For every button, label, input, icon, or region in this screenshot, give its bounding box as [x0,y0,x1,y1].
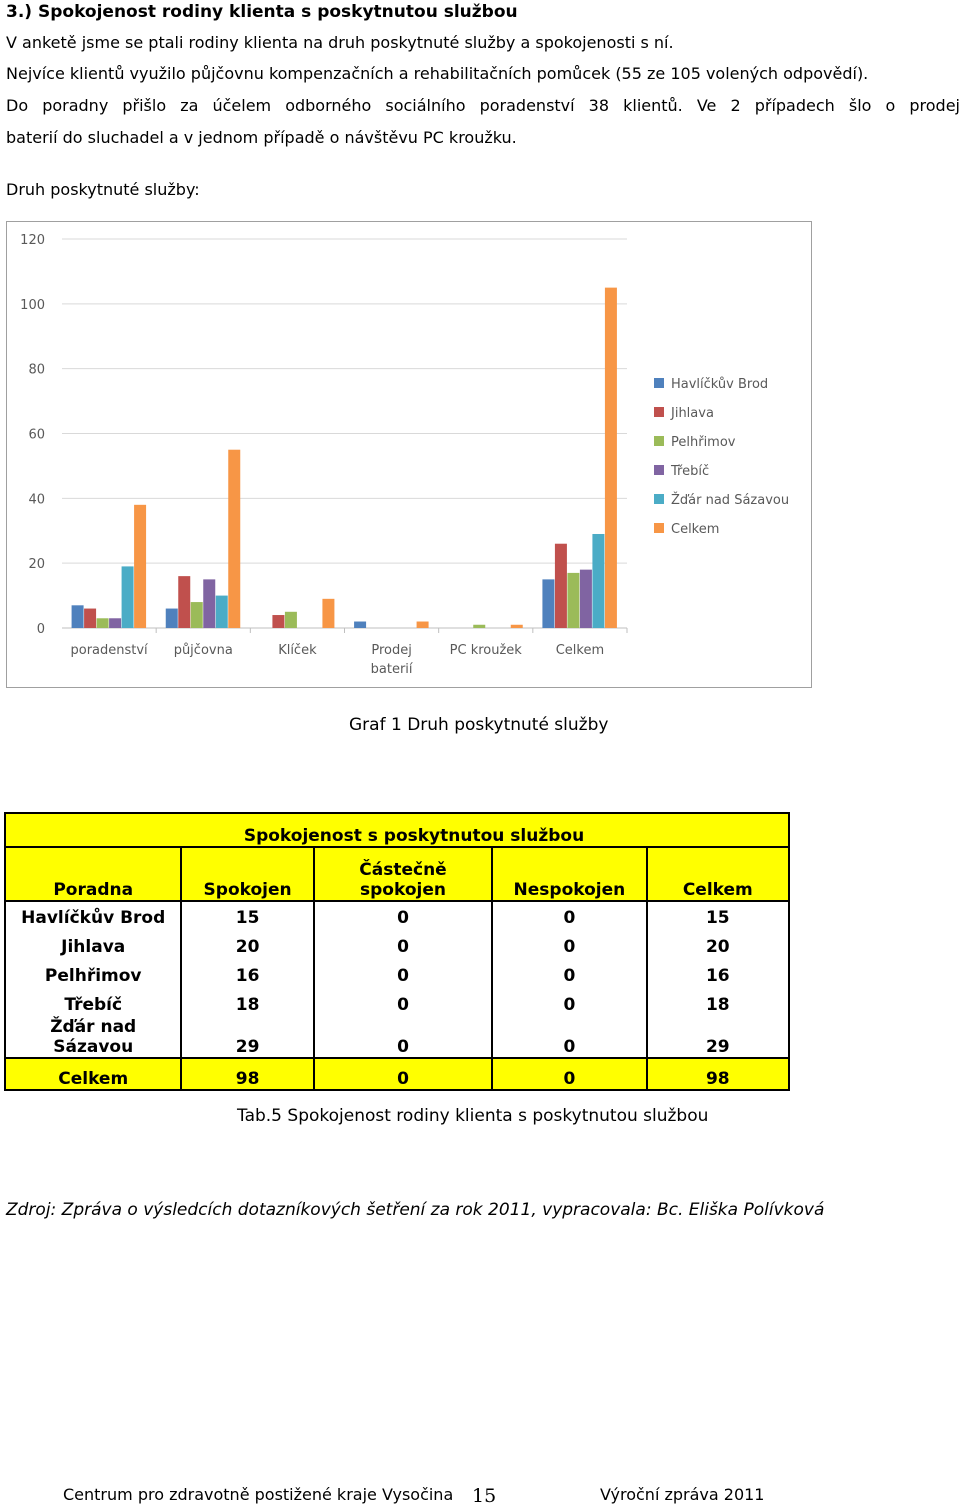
cell-celkem: 15 [647,901,789,928]
bar [555,544,567,628]
cell-nespokojen: 0 [492,1015,646,1058]
total-spokojen: 98 [181,1058,313,1090]
bar [203,579,215,628]
bar [109,618,121,628]
bar [84,609,96,628]
satisfaction-table [4,812,790,1091]
bar [97,618,109,628]
total-castecne: 0 [314,1058,492,1090]
page-number: 15 [472,1485,497,1507]
total-label: Celkem [5,1058,181,1090]
table-header-blank [5,813,181,847]
cell-spokojen: 16 [181,957,313,986]
bar [216,596,228,628]
column-header-nespokojen: Nespokojen [492,847,646,901]
cell-spokojen: 20 [181,928,313,957]
total-nespokojen: 0 [492,1058,646,1090]
x-tick-label: baterií [370,662,413,677]
cell-spokojen: 18 [181,986,313,1015]
table-caption: Tab.5 Spokojenost rodiny klienta s poskytnutou službou [237,1106,709,1126]
legend-label: Jihlava [671,406,714,421]
chart-caption: Graf 1 Druh poskytnuté služby [349,715,609,735]
column-header-spokojen: Spokojen [181,847,313,901]
footer-report-title: Výroční zpráva 2011 [600,1485,765,1504]
source-note: Zdroj: Zpráva o výsledcích dotazníkových šetření za rok 2011, vypracovala: Bc. Eliška Polívková [6,1200,825,1220]
row-label: Jihlava [5,928,181,957]
service-chart [6,221,812,688]
y-tick-label: 100 [20,297,45,313]
cell-nespokojen: 0 [492,957,646,986]
x-tick-label: Celkem [555,643,605,658]
legend-label: Žďár nad Sázavou [671,493,790,508]
bar [285,612,297,628]
column-header-celkem: Celkem [647,847,789,901]
table-row [5,928,789,957]
footer-organization: Centrum pro zdravotně postižené kraje Vysočina [63,1485,454,1504]
legend-swatch [654,378,664,388]
cell-nespokojen: 0 [492,986,646,1015]
x-tick-label: Klíček [278,643,317,658]
y-tick-label: 60 [28,427,45,443]
chart-intro: Druh poskytnuté služby: [6,180,200,199]
bar [473,625,485,628]
paragraph-line-1: V anketě jsme se ptali rodiny klienta na druh poskytnuté služby a spokojenosti s ní. [6,33,674,52]
column-header-poradna: Poradna [5,847,181,901]
cell-castecne: 0 [314,986,492,1015]
y-tick-label: 40 [28,492,45,508]
bar [122,566,134,628]
bar [166,609,178,628]
bar [228,450,240,628]
legend-label: Třebíč [671,464,710,479]
table-row [5,957,789,986]
row-label: Třebíč [5,986,181,1015]
legend-swatch [654,494,664,504]
bar [354,622,366,628]
y-tick-label: 120 [20,233,45,248]
bar [134,505,146,628]
bar [592,534,604,628]
legend-label: Havlíčkův Brod [671,377,769,392]
row-label: Pelhřimov [5,957,181,986]
y-tick-label: 20 [28,557,45,573]
bar [542,579,554,628]
cell-nespokojen: 0 [492,901,646,928]
x-tick-label: půjčovna [173,643,233,658]
bar [417,622,429,628]
x-tick-label: PC kroužek [449,643,522,658]
x-tick-label: poradenství [70,643,148,658]
legend-label: Pelhřimov [671,435,736,450]
paragraph-line-3: Do poradny přišlo za účelem odborného sociálního poradenství 38 klientů. Ve 2 případech šlo o prodej [6,96,960,115]
section-heading: 3.) Spokojenost rodiny klienta s poskytnutou službou [6,2,518,22]
legend-swatch [654,436,664,446]
table-total-row [5,1058,789,1090]
column-header-castecne-spokojen: Částečně spokojen [314,847,492,901]
cell-celkem: 16 [647,957,789,986]
table-row [5,1015,789,1058]
paragraph-line-4: baterií do sluchadel a v jednom případě o návštěvu PC kroužku. [6,128,517,147]
cell-spokojen: 29 [181,1015,313,1058]
table-group-header: Spokojenost s poskytnutou službou [181,813,646,847]
bar [191,602,203,628]
cell-nespokojen: 0 [492,928,646,957]
x-tick-label: Prodej [371,643,412,658]
y-tick-label: 80 [28,362,45,378]
cell-castecne: 0 [314,901,492,928]
bar [580,570,592,628]
table-row [5,986,789,1015]
legend-swatch [654,523,664,533]
y-tick-label: 0 [36,622,45,637]
cell-castecne: 0 [314,957,492,986]
bar [72,605,84,628]
bar [567,573,579,628]
row-label: Žďár nad Sázavou [5,1015,181,1058]
bar [511,625,523,628]
cell-spokojen: 15 [181,901,313,928]
row-label: Havlíčkův Brod [5,901,181,928]
paragraph-line-2: Nejvíce klientů využilo půjčovnu kompenzačních a rehabilitačních pomůcek (55 ze 105 volených odpovědí). [6,64,869,83]
bar [605,288,617,628]
cell-castecne: 0 [314,928,492,957]
legend-label: Celkem [671,522,720,537]
chart-svg [7,222,811,687]
cell-celkem: 29 [647,1015,789,1058]
cell-celkem: 18 [647,986,789,1015]
legend-swatch [654,407,664,417]
bar [178,576,190,628]
legend-swatch [654,465,664,475]
bar [272,615,284,628]
bar [322,599,334,628]
cell-celkem: 20 [647,928,789,957]
table-row [5,901,789,928]
cell-castecne: 0 [314,1015,492,1058]
total-celkem: 98 [647,1058,789,1090]
